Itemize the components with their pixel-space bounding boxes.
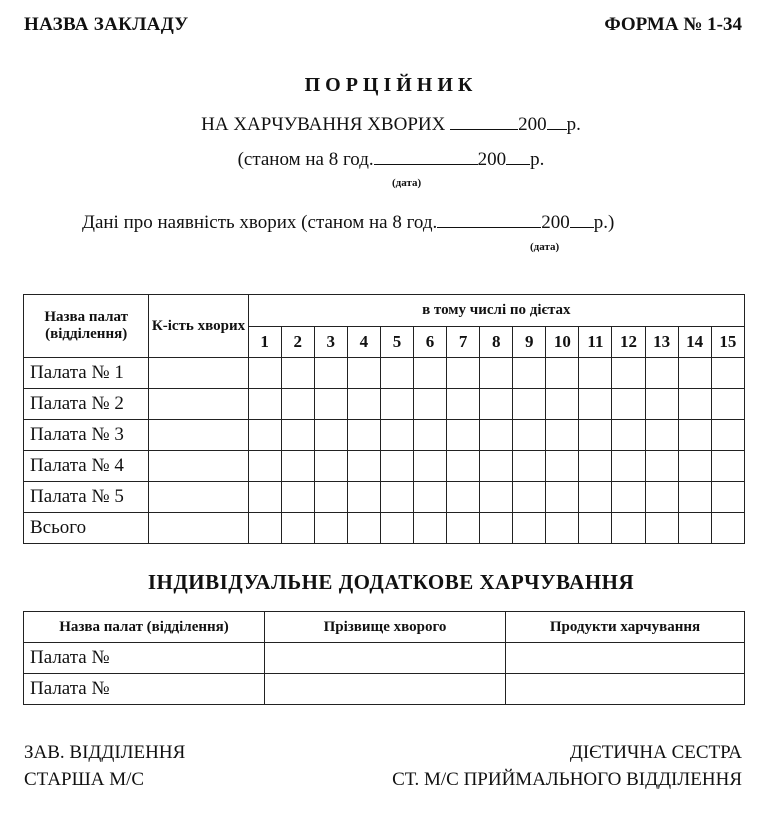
diet-number-header: 3: [314, 326, 347, 358]
diet-cell: [281, 482, 314, 513]
diet-cell: [480, 513, 513, 544]
diet-cell: [579, 389, 612, 420]
diet-cell: [711, 513, 744, 544]
diet-number-header: 13: [645, 326, 678, 358]
diet-number-header: 5: [380, 326, 413, 358]
diet-cell: [380, 420, 413, 451]
table-row: [24, 358, 745, 389]
count-cell: [149, 389, 248, 420]
patients-data-line: [82, 212, 614, 234]
count-cell: [149, 451, 248, 482]
diet-cell: [645, 358, 678, 389]
blank-field: [506, 149, 530, 165]
count-cell: [149, 482, 248, 513]
diet-table: [23, 294, 745, 544]
table-row: [24, 420, 745, 451]
blank-field: [437, 212, 541, 228]
diet-cell: [513, 482, 546, 513]
diet-cell: [414, 513, 447, 544]
diet-cell: [281, 420, 314, 451]
patients-data-text: Дані про наявність хворих (станом на 8 год.: [82, 212, 438, 233]
diet-cell: [612, 420, 645, 451]
table-row: [24, 513, 745, 544]
ward-column-header: Назва палат (відділення): [24, 295, 149, 358]
institution-name: НАЗВА ЗАКЛАДУ: [24, 14, 189, 35]
diet-cell: [612, 358, 645, 389]
diet-cell: [380, 389, 413, 420]
diet-cell: [546, 358, 579, 389]
diet-number-header: 8: [480, 326, 513, 358]
diet-number-header: 1: [248, 326, 281, 358]
diet-cell: [645, 451, 678, 482]
diet-cell: [579, 451, 612, 482]
diet-cell: [447, 513, 480, 544]
diet-cell: [513, 389, 546, 420]
diet-cell: [678, 389, 711, 420]
diet-cell: [480, 420, 513, 451]
diet-cell: [248, 420, 281, 451]
blank-field: [547, 114, 567, 130]
signature-senior-nurse: СТАРША М/С: [24, 769, 145, 790]
diet-number-header: 7: [447, 326, 480, 358]
diet-cell: [347, 513, 380, 544]
diet-cell: [612, 513, 645, 544]
table-row: [24, 674, 745, 705]
date-caption: (дата): [392, 177, 422, 189]
diet-cell: [380, 482, 413, 513]
diet-cell: [314, 482, 347, 513]
diet-cell: [546, 420, 579, 451]
diet-cell: [711, 358, 744, 389]
diet-cell: [546, 513, 579, 544]
signature-admission-nurse: СТ. М/С ПРИЙМАЛЬНОГО ВІДДІЛЕННЯ: [392, 769, 742, 790]
table-row: [24, 482, 745, 513]
table-row: [24, 451, 745, 482]
diet-cell: [678, 420, 711, 451]
diet-cell: [347, 358, 380, 389]
diet-cell: [645, 420, 678, 451]
ward-name-cell: Палата № 5: [24, 482, 149, 513]
ward-name-cell: Палата №: [24, 643, 265, 674]
table-row: [24, 643, 745, 674]
diet-number-header: 6: [414, 326, 447, 358]
subtitle-text: НА ХАРЧУВАННЯ ХВОРИХ: [201, 114, 451, 135]
diet-cell: [447, 389, 480, 420]
diet-cell: [248, 389, 281, 420]
diet-cell: [579, 358, 612, 389]
diet-cell: [711, 482, 744, 513]
diet-cell: [380, 358, 413, 389]
diet-cell: [480, 389, 513, 420]
diet-cell: [347, 451, 380, 482]
diet-cell: [678, 513, 711, 544]
diet-cell: [281, 389, 314, 420]
diet-cell: [314, 389, 347, 420]
diet-cell: [513, 513, 546, 544]
diet-cell: [314, 358, 347, 389]
diet-cell: [678, 482, 711, 513]
form-number: ФОРМА № 1-34: [604, 14, 742, 35]
diet-cell: [711, 420, 744, 451]
diet-cell: [513, 358, 546, 389]
ward-column-header: Назва палат (відділення): [24, 612, 265, 643]
diet-cell: [248, 358, 281, 389]
blank-field: [570, 212, 594, 228]
diet-cell: [414, 358, 447, 389]
diet-cell: [248, 451, 281, 482]
subtitle-line: [0, 114, 782, 136]
diet-cell: [347, 420, 380, 451]
diet-number-header: 15: [711, 326, 744, 358]
diet-cell: [711, 389, 744, 420]
diet-cell: [414, 451, 447, 482]
diets-column-header: в тому числі по дієтах: [248, 295, 744, 327]
diet-cell: [678, 451, 711, 482]
diet-cell: [645, 389, 678, 420]
patient-name-cell: [265, 643, 506, 674]
signature-head-dept: ЗАВ. ВІДДІЛЕННЯ: [24, 742, 186, 763]
diet-cell: [678, 358, 711, 389]
food-products-cell: [506, 674, 745, 705]
diet-cell: [480, 482, 513, 513]
diet-cell: [612, 451, 645, 482]
patient-name-cell: [265, 674, 506, 705]
ward-name-cell: Палата № 2: [24, 389, 149, 420]
ward-name-cell: Всього: [24, 513, 149, 544]
diet-cell: [414, 482, 447, 513]
diet-cell: [645, 513, 678, 544]
diet-cell: [579, 420, 612, 451]
diet-cell: [612, 482, 645, 513]
diet-number-header: 11: [579, 326, 612, 358]
diet-cell: [314, 451, 347, 482]
count-column-header: К-ість хворих: [149, 295, 248, 358]
diet-cell: [513, 451, 546, 482]
diet-cell: [711, 451, 744, 482]
diet-cell: [314, 420, 347, 451]
diet-cell: [513, 420, 546, 451]
diet-cell: [480, 358, 513, 389]
diet-cell: [314, 513, 347, 544]
diet-number-header: 12: [612, 326, 645, 358]
diet-cell: [248, 482, 281, 513]
diet-cell: [579, 482, 612, 513]
food-products-cell: [506, 643, 745, 674]
diet-cell: [414, 420, 447, 451]
diet-cell: [612, 389, 645, 420]
diet-cell: [447, 482, 480, 513]
diet-number-header: 4: [347, 326, 380, 358]
diet-number-header: 10: [546, 326, 579, 358]
diet-cell: [347, 482, 380, 513]
count-cell: [149, 513, 248, 544]
diet-cell: [447, 451, 480, 482]
ward-name-cell: Палата №: [24, 674, 265, 705]
diet-number-header: 2: [281, 326, 314, 358]
diet-cell: [380, 513, 413, 544]
diet-cell: [380, 451, 413, 482]
date-line: [0, 149, 782, 171]
blank-field: [374, 149, 478, 165]
diet-cell: [248, 513, 281, 544]
year-prefix: 200: [541, 212, 570, 233]
diet-cell: [480, 451, 513, 482]
section-title: ІНДИВІДУАЛЬНЕ ДОДАТКОВЕ ХАРЧУВАННЯ: [147, 570, 635, 594]
diet-number-header: 14: [678, 326, 711, 358]
date-line-text: (станом на 8 год.: [237, 149, 374, 170]
diet-cell: [281, 358, 314, 389]
year-suffix: р.): [593, 212, 615, 233]
ward-name-cell: Палата № 3: [24, 420, 149, 451]
patient-name-column-header: Прізвище хворого: [265, 612, 506, 643]
diet-cell: [546, 482, 579, 513]
diet-cell: [447, 358, 480, 389]
diet-cell: [414, 389, 447, 420]
diet-cell: [347, 389, 380, 420]
date-caption: (дата): [530, 241, 560, 253]
count-cell: [149, 358, 248, 389]
count-cell: [149, 420, 248, 451]
signature-diet-nurse: ДІЄТИЧНА СЕСТРА: [569, 742, 742, 763]
year-prefix: 200: [518, 114, 547, 135]
year-suffix: р.: [530, 149, 545, 170]
blank-field: [450, 114, 518, 130]
food-products-column-header: Продукти харчування: [506, 612, 745, 643]
ward-name-cell: Палата № 4: [24, 451, 149, 482]
diet-cell: [281, 451, 314, 482]
table-row: [24, 389, 745, 420]
ward-name-cell: Палата № 1: [24, 358, 149, 389]
diet-cell: [447, 420, 480, 451]
diet-cell: [546, 389, 579, 420]
year-suffix: р.: [566, 114, 581, 135]
diet-cell: [546, 451, 579, 482]
diet-number-header: 9: [513, 326, 546, 358]
extra-nutrition-table: [23, 611, 745, 705]
year-prefix: 200: [477, 149, 507, 170]
diet-cell: [645, 482, 678, 513]
diet-cell: [281, 513, 314, 544]
diet-cell: [579, 513, 612, 544]
document-title: ПОРЦІЙНИК: [304, 74, 478, 96]
